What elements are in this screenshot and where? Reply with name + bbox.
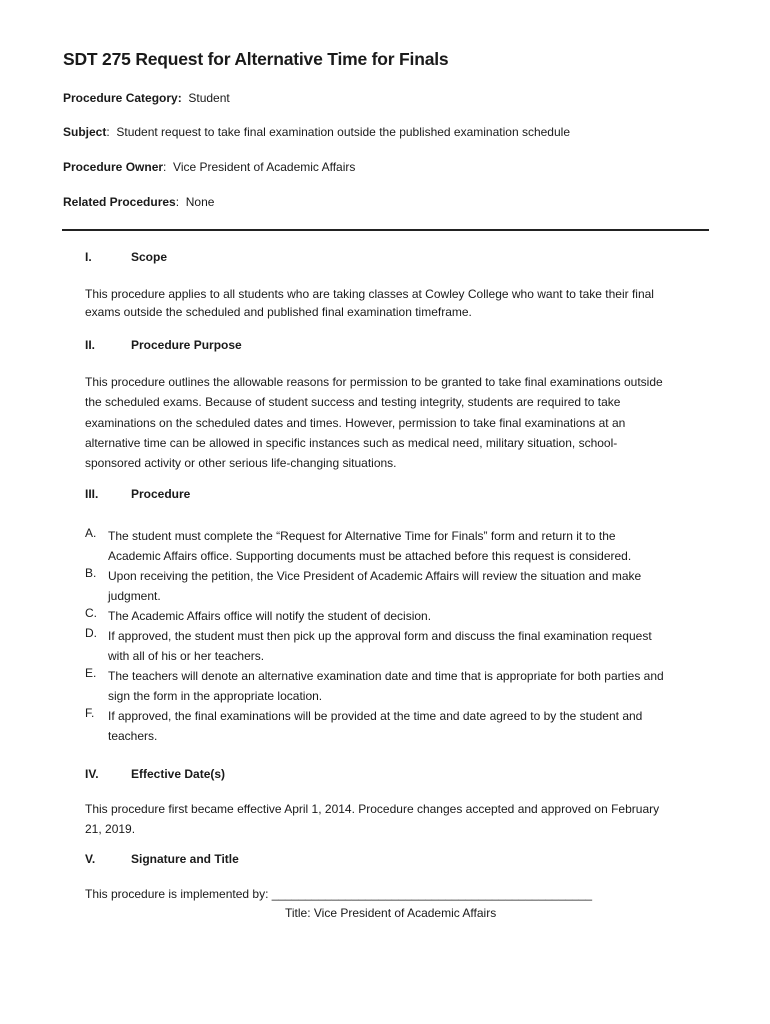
- procedure-owner-value: Vice President of Academic Affairs: [173, 160, 356, 174]
- subject-label: Subject: [63, 125, 107, 139]
- list-item: A. The student must complete the “Request for Alternative Time for Finals” form and return it to the Academic Affairs office. Supporting documents must be attached before this request is considered.: [85, 526, 632, 563]
- procedure-owner-label: Procedure Owner: [63, 160, 164, 174]
- related-procedures-label: Related Procedures: [63, 195, 176, 209]
- related-procedures: Related Procedures: None: [63, 195, 215, 209]
- list-item: B. Upon receiving the petition, the Vice President of Academic Affairs will review the situation and make judgment.: [85, 566, 642, 603]
- section-purpose-body: This procedure outlines the allowable reasons for permission to be granted to take final examinations outside the scheduled exams. Because of student success and testing integrity, students are required to take examinations on the scheduled dates and times. However, permission to take final examinations at an alternative time can be allowed in specific instances such as medical need, military situation, school- sponsored activity or other serious life-changing situations.: [85, 375, 663, 471]
- procedure-category-value: Student: [188, 91, 230, 105]
- procedure-owner: Procedure Owner: Vice President of Academic Affairs: [63, 160, 356, 174]
- signature-title: Title: Vice President of Academic Affairs: [285, 906, 497, 920]
- subject-value: Student request to take final examination outside the published examination schedule: [116, 125, 570, 139]
- section-scope-heading: I. Scope: [85, 250, 168, 264]
- procedure-category: [63, 91, 230, 105]
- subject: Subject: Student request to take final examination outside the published examination schedule: [63, 125, 570, 139]
- section-effective-heading: IV. Effective Date(s): [85, 767, 226, 781]
- section-purpose-heading: II. Procedure Purpose: [85, 338, 242, 352]
- procedure-category-label: Procedure Category:: [63, 91, 182, 105]
- section-effective-body: This procedure first became effective April 1, 2014. Procedure changes accepted and approved on February 21, 2019.: [85, 802, 660, 836]
- header-divider: [62, 229, 709, 231]
- section-scope-body: This procedure applies to all students who are taking classes at Cowley College who want to take their final exams outside the scheduled and published final examination timeframe.: [85, 287, 654, 319]
- signature-line: This procedure is implemented by: ________________________________________________: [85, 887, 593, 901]
- section-procedure-heading: III. Procedure: [85, 487, 191, 501]
- procedure-steps-list: [85, 526, 715, 746]
- section-signature-heading: V. Signature and Title: [85, 852, 239, 866]
- list-item: F. If approved, the final examinations will be provided at the time and date agreed to by the student and teachers.: [85, 706, 643, 743]
- list-item: E. The teachers will denote an alternative examination date and time that is appropriate for both parties and sign the form in the appropriate location.: [85, 666, 664, 703]
- list-item: C. The Academic Affairs office will notify the student of decision.: [85, 606, 432, 623]
- list-item: D. If approved, the student must then pick up the approval form and discuss the final examination request with all of his or her teachers.: [85, 626, 652, 663]
- document-title: SDT 275 Request for Alternative Time for Finals: [63, 49, 449, 69]
- related-procedures-value: None: [185, 195, 215, 209]
